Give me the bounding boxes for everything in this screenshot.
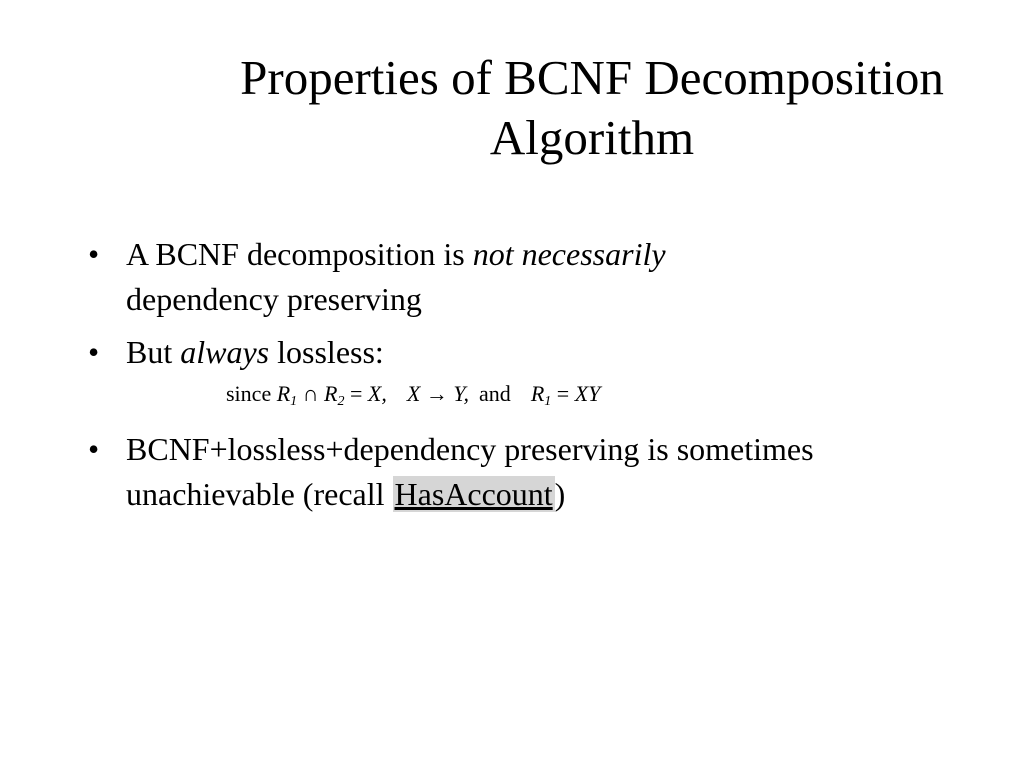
formula-xy: XY [574, 381, 601, 406]
formula-and: and [479, 381, 511, 406]
formula-x-lhs: X [406, 381, 421, 406]
bullet-glyph: • [88, 236, 100, 272]
formula-r2: R [324, 381, 338, 406]
formula-equals-1: = [350, 381, 363, 406]
formula-since: since [226, 381, 272, 406]
formula-r1-b-sub: 1 [544, 394, 552, 409]
formula-r2-sub: 2 [337, 394, 345, 409]
bullet-item-2 [88, 330, 988, 419]
formula-r1: R [276, 381, 291, 406]
bullet-2-text-before: But [126, 334, 181, 370]
bullet-glyph: • [88, 431, 100, 467]
bullet-3-text-after: ) [554, 476, 566, 512]
bullet-1-text-after: dependency preserving [126, 281, 422, 317]
formula-r1-b: R [530, 381, 545, 406]
formula-intersect-symbol: ∩ [302, 381, 319, 406]
bullet-3-text-before: BCNF+lossless+dependency preserving is sometimes unachievable (recall [126, 431, 814, 512]
title-line-2: Algorithm [489, 110, 695, 165]
hasaccount-link[interactable]: HasAccount [394, 476, 553, 512]
formula-y: Y, [453, 381, 470, 406]
title-line-1: Properties of BCNF Decomposition [240, 50, 944, 105]
slide-title [182, 48, 1002, 168]
formula-arrow-symbol: → [425, 381, 448, 406]
formula-x: X, [367, 381, 387, 406]
formula-r1-sub: 1 [290, 394, 298, 409]
bullet-1-text-before: A BCNF decomposition is [126, 236, 473, 272]
bullet-2-emphasis: always [180, 334, 270, 370]
bullet-glyph: • [88, 334, 100, 370]
bullet-1-emphasis: not necessarily [472, 236, 666, 272]
bullet-item-1 [88, 232, 988, 322]
bullet-list [88, 232, 988, 517]
bullet-2-text-after: lossless: [269, 334, 384, 370]
bullet-item-3 [88, 427, 988, 517]
formula-equals-2: = [556, 381, 570, 406]
lossless-formula [226, 377, 988, 419]
